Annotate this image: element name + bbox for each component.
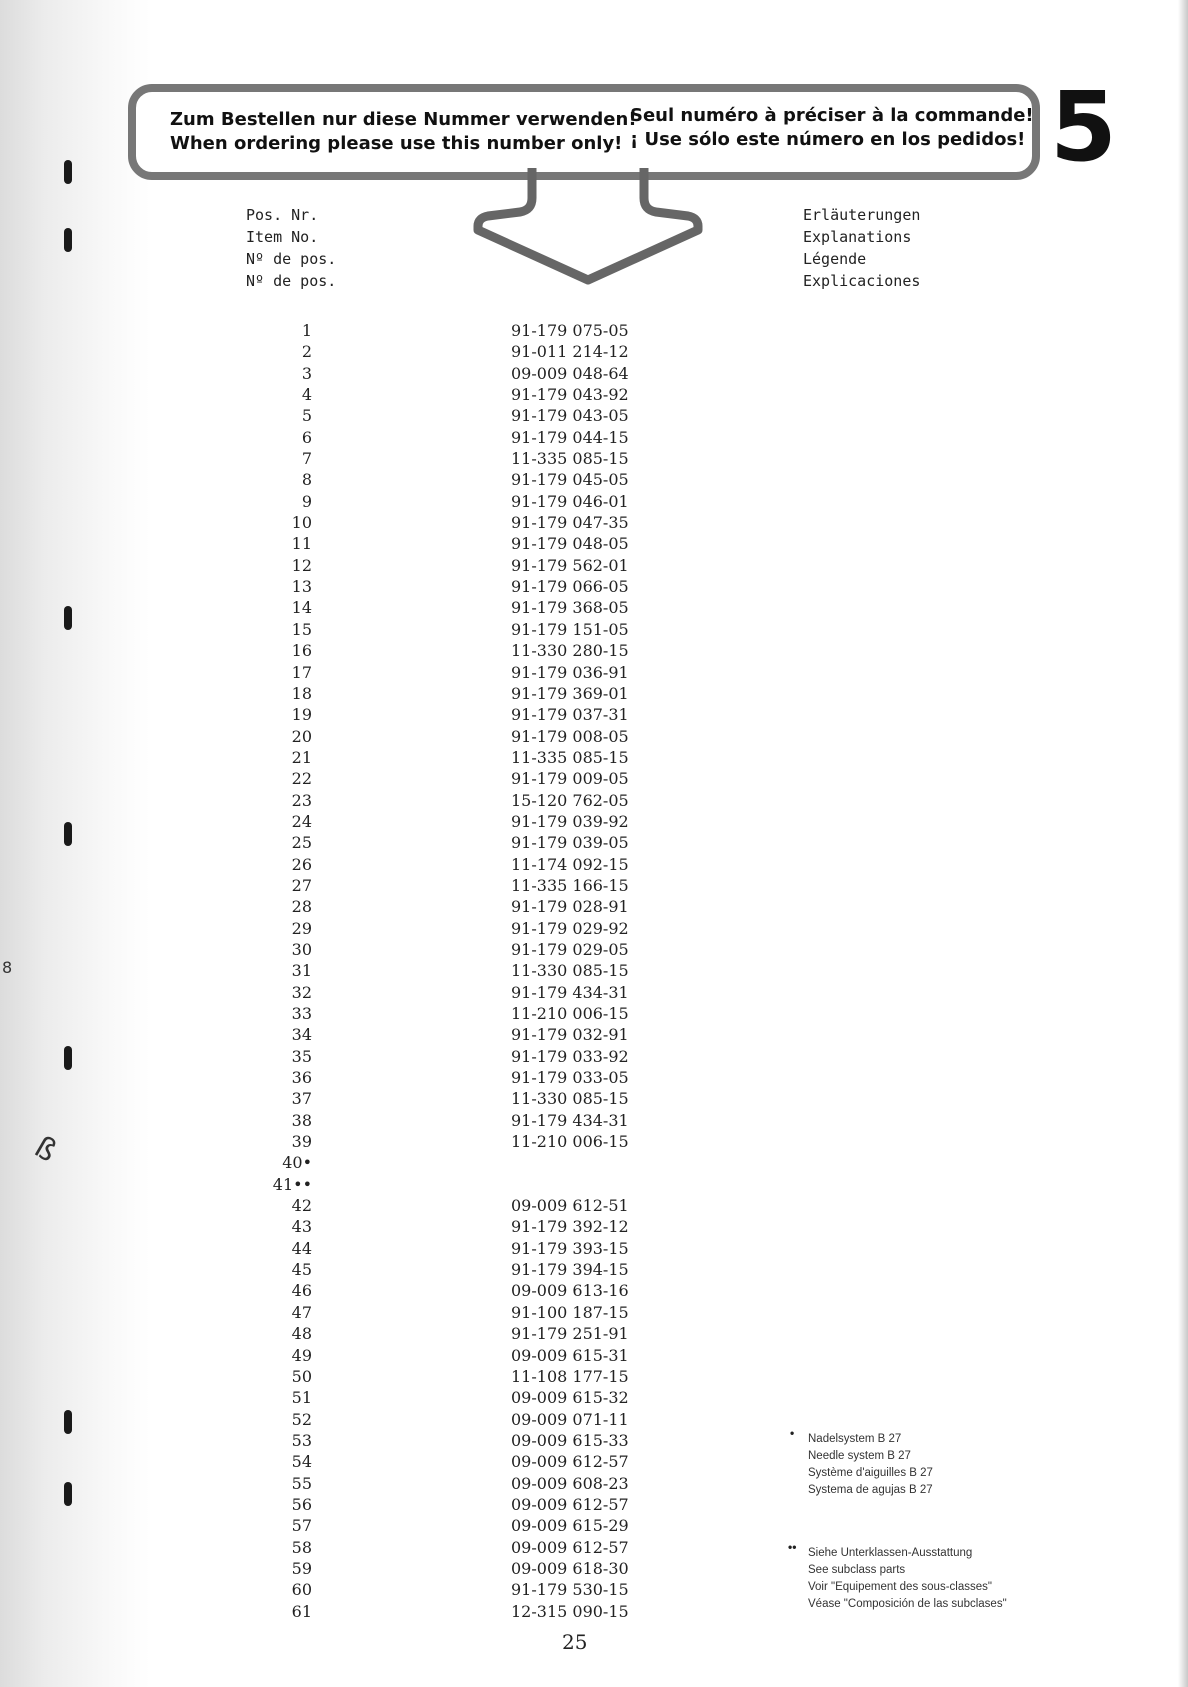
table-row (0, 1494, 1188, 1515)
part-number: 91-179 434-31 (511, 1110, 629, 1130)
table-row (0, 384, 1188, 405)
table-row (0, 1152, 1188, 1173)
item-position: 9 (301, 491, 312, 511)
table-row (0, 1387, 1188, 1408)
table-row (0, 1515, 1188, 1536)
part-number: 09-009 612-51 (511, 1196, 629, 1216)
part-number: 91-179 028-91 (511, 897, 629, 917)
part-number: 91-179 369-01 (511, 683, 629, 703)
part-number: 11-335 166-15 (511, 875, 629, 895)
item-position: 40• (282, 1153, 312, 1173)
table-row (0, 1302, 1188, 1323)
note-line: See subclass parts (808, 1564, 906, 1576)
item-position: 28 (291, 897, 312, 917)
header-label: Explanations (803, 228, 912, 246)
part-number: 91-179 044-15 (511, 427, 629, 447)
item-position: 5 (301, 406, 312, 426)
table-row (0, 1601, 1188, 1622)
item-position: 19 (291, 705, 312, 725)
header-label: Pos. Nr. (246, 206, 319, 224)
item-position: 32 (291, 982, 312, 1002)
table-row (0, 1024, 1188, 1045)
table-row (0, 1558, 1188, 1579)
note-line: Véase "Composición de las subclases" (808, 1598, 1007, 1610)
table-row (0, 704, 1188, 725)
item-position: 24 (291, 811, 312, 831)
item-position: 36 (291, 1068, 312, 1088)
table-row (0, 640, 1188, 661)
part-number: 09-009 615-29 (511, 1516, 629, 1536)
table-row (0, 363, 1188, 384)
item-position: 29 (291, 918, 312, 938)
part-number: 11-210 006-15 (511, 1132, 629, 1152)
part-number: 09-009 615-32 (511, 1388, 629, 1408)
banner-line-es: ¡ Use sólo este número en los pedidos! (630, 129, 1026, 150)
table-row (0, 1003, 1188, 1024)
part-number: 09-009 618-30 (511, 1558, 629, 1578)
table-row (0, 1323, 1188, 1344)
part-number: 09-009 615-31 (511, 1345, 629, 1365)
banner-line-en: When ordering please use this number only! (170, 133, 623, 154)
part-number: 09-009 612-57 (511, 1452, 629, 1472)
table-row (0, 1366, 1188, 1387)
part-number: 91-179 008-05 (511, 726, 629, 746)
table-row (0, 747, 1188, 768)
item-position: 41•• (272, 1174, 312, 1194)
table-row (0, 875, 1188, 896)
item-position: 6 (301, 427, 312, 447)
item-position: 42 (291, 1196, 312, 1216)
part-number: 11-108 177-15 (511, 1366, 629, 1386)
item-position: 15 (291, 619, 312, 639)
table-row (0, 512, 1188, 533)
table-row (0, 1067, 1188, 1088)
item-position: 35 (291, 1046, 312, 1066)
table-row (0, 811, 1188, 832)
item-position: 34 (291, 1025, 312, 1045)
table-row (0, 469, 1188, 490)
item-position: 3 (301, 363, 312, 383)
table-row (0, 555, 1188, 576)
table-row (0, 1195, 1188, 1216)
pos-number-header (246, 204, 336, 292)
item-position: 51 (291, 1388, 312, 1408)
banner-text-left (170, 108, 637, 156)
part-number: 91-179 033-05 (511, 1068, 629, 1088)
table-row (0, 597, 1188, 618)
banner-line-fr: Seul numéro à préciser à la commande! (630, 105, 1034, 126)
table-row (0, 662, 1188, 683)
item-position: 53 (291, 1430, 312, 1450)
part-number: 91-179 251-91 (511, 1324, 629, 1344)
part-number: 91-179 036-91 (511, 662, 629, 682)
part-number: 11-330 280-15 (511, 641, 629, 661)
table-row (0, 896, 1188, 917)
item-position: 10 (291, 513, 312, 533)
note-line: Système d'aiguilles B 27 (808, 1467, 933, 1479)
part-number: 09-009 612-57 (511, 1494, 629, 1514)
item-position: 37 (291, 1089, 312, 1109)
part-number: 11-335 085-15 (511, 449, 629, 469)
item-position: 17 (291, 662, 312, 682)
table-row (0, 1430, 1188, 1451)
margin-mark: 8 (2, 958, 13, 977)
part-number: 15-120 762-05 (511, 790, 629, 810)
item-position: 22 (291, 769, 312, 789)
parts-list (0, 320, 1188, 1622)
table-row (0, 960, 1188, 981)
item-position: 52 (291, 1409, 312, 1429)
part-number: 91-179 043-05 (511, 406, 629, 426)
item-position: 60 (291, 1580, 312, 1600)
table-row (0, 726, 1188, 747)
table-row (0, 1579, 1188, 1600)
table-row (0, 320, 1188, 341)
item-position: 25 (291, 833, 312, 853)
page-number: 25 (562, 1630, 588, 1654)
item-position: 26 (291, 854, 312, 874)
order-number-arrow-icon (470, 160, 710, 290)
part-number: 11-174 092-15 (511, 854, 629, 874)
item-position: 7 (301, 449, 312, 469)
table-row (0, 1280, 1188, 1301)
item-position: 38 (291, 1110, 312, 1130)
part-number: 91-179 047-35 (511, 513, 629, 533)
item-position: 43 (291, 1217, 312, 1237)
part-number: 91-179 368-05 (511, 598, 629, 618)
punch-hole (64, 160, 72, 184)
table-row (0, 790, 1188, 811)
item-position: 23 (291, 790, 312, 810)
part-number: 09-009 615-33 (511, 1430, 629, 1450)
table-row (0, 1046, 1188, 1067)
table-row (0, 1537, 1188, 1558)
note-line: Systema de agujas B 27 (808, 1484, 933, 1496)
note-marker: •• (788, 1540, 797, 1554)
table-row (0, 1088, 1188, 1109)
part-number: 09-009 048-64 (511, 363, 629, 383)
item-position: 44 (291, 1238, 312, 1258)
table-row (0, 1110, 1188, 1131)
item-position: 1 (301, 321, 312, 340)
table-row (0, 405, 1188, 426)
item-position: 12 (291, 555, 312, 575)
table-row (0, 768, 1188, 789)
table-row (0, 939, 1188, 960)
note-line: Needle system B 27 (808, 1450, 911, 1462)
item-position: 8 (301, 470, 312, 490)
part-number: 91-179 151-05 (511, 619, 629, 639)
table-row (0, 491, 1188, 512)
part-number: 11-210 006-15 (511, 1004, 629, 1023)
part-number: 91-179 562-01 (511, 555, 629, 575)
table-row (0, 448, 1188, 469)
item-position: 46 (291, 1281, 312, 1301)
part-number: 91-179 392-12 (511, 1217, 629, 1237)
part-number: 11-330 085-15 (511, 961, 629, 981)
table-row (0, 1174, 1188, 1195)
part-number: 09-009 613-16 (511, 1281, 629, 1301)
part-number: 91-179 393-15 (511, 1238, 629, 1258)
table-row (0, 1259, 1188, 1280)
banner-line-de: Zum Bestellen nur diese Nummer verwenden! (170, 109, 637, 130)
table-row (0, 854, 1188, 875)
item-position: 11 (291, 534, 312, 554)
section-number: 5 (1050, 71, 1117, 183)
item-position: 58 (291, 1537, 312, 1557)
table-row (0, 1216, 1188, 1237)
part-number: 11-330 085-15 (511, 1089, 629, 1109)
part-number: 91-179 037-31 (511, 705, 629, 725)
remarks-header (803, 204, 920, 292)
part-number: 91-179 039-05 (511, 833, 629, 853)
header-label: Légende (803, 250, 867, 268)
table-row (0, 619, 1188, 640)
part-number: 91-179 048-05 (511, 534, 629, 554)
table-row (0, 1451, 1188, 1472)
footnote-subclass-parts (808, 1545, 1007, 1613)
item-position: 57 (291, 1516, 312, 1536)
note-line: Nadelsystem B 27 (808, 1433, 902, 1445)
part-number: 91-179 029-92 (511, 918, 629, 938)
item-position: 61 (291, 1601, 312, 1621)
table-row (0, 683, 1188, 704)
table-row (0, 341, 1188, 362)
note-line: Siehe Unterklassen-Ausstattung (808, 1547, 973, 1559)
item-position: 48 (291, 1324, 312, 1344)
part-number: 91-179 434-31 (511, 982, 629, 1002)
part-number: 91-179 046-01 (511, 491, 629, 511)
item-position: 16 (291, 641, 312, 661)
part-number: 91-179 530-15 (511, 1580, 629, 1600)
table-row (0, 1238, 1188, 1259)
table-row (0, 982, 1188, 1003)
item-position: 39 (291, 1132, 312, 1152)
table-row (0, 1473, 1188, 1494)
part-number: 91-179 066-05 (511, 577, 629, 597)
part-number: 91-179 394-15 (511, 1260, 629, 1280)
banner-text-right (630, 104, 1034, 152)
part-number: 09-009 071-11 (511, 1409, 629, 1429)
part-number: 11-335 085-15 (511, 747, 629, 767)
item-position: 14 (291, 598, 312, 618)
part-number: 91-179 033-92 (511, 1046, 629, 1066)
part-number: 91-179 039-92 (511, 811, 629, 831)
part-number: 91-100 187-15 (511, 1302, 629, 1322)
item-position: 4 (301, 385, 312, 405)
item-position: 49 (291, 1345, 312, 1365)
item-position: 47 (291, 1302, 312, 1322)
header-label: Erläuterungen (803, 206, 921, 224)
item-position: 20 (291, 726, 312, 746)
part-number: 91-179 032-91 (511, 1025, 629, 1045)
part-number: 09-009 608-23 (511, 1473, 629, 1493)
table-row (0, 1345, 1188, 1366)
note-line: Voir "Equipement des sous-classes" (808, 1581, 992, 1593)
item-position: 31 (291, 961, 312, 981)
part-number: 91-179 029-05 (511, 939, 629, 959)
table-row (0, 1131, 1188, 1152)
item-position: 33 (291, 1004, 312, 1023)
table-row (0, 427, 1188, 448)
table-row (0, 832, 1188, 853)
item-position: 2 (301, 342, 312, 362)
header-label: Item No. (246, 228, 319, 246)
part-number: 91-179 009-05 (511, 769, 629, 789)
table-row (0, 533, 1188, 554)
item-position: 18 (291, 683, 312, 703)
header-label: Nº de pos. (246, 272, 337, 290)
header-label: Nº de pos. (246, 250, 337, 268)
item-position: 50 (291, 1366, 312, 1386)
item-position: 21 (291, 747, 312, 767)
part-number: 91-179 045-05 (511, 470, 629, 490)
item-position: 55 (291, 1473, 312, 1493)
item-position: 30 (291, 939, 312, 959)
part-number: 12-315 090-15 (511, 1601, 629, 1621)
part-number: 91-179 043-92 (511, 385, 629, 405)
footnote-needle-system (808, 1431, 933, 1499)
item-position: 13 (291, 577, 312, 597)
table-row (0, 576, 1188, 597)
item-position: 45 (291, 1260, 312, 1280)
item-position: 59 (291, 1558, 312, 1578)
item-position: 54 (291, 1452, 312, 1472)
table-row (0, 918, 1188, 939)
item-position: 56 (291, 1494, 312, 1514)
part-number: 09-009 612-57 (511, 1537, 629, 1557)
header-label: Explicaciones (803, 272, 921, 290)
item-position: 27 (291, 875, 312, 895)
table-row (0, 1409, 1188, 1430)
part-number: 91-179 075-05 (511, 321, 629, 340)
note-marker: • (790, 1426, 795, 1440)
punch-hole (64, 228, 72, 252)
margin-mark: ß (28, 1129, 63, 1170)
part-number: 91-011 214-12 (511, 342, 629, 362)
